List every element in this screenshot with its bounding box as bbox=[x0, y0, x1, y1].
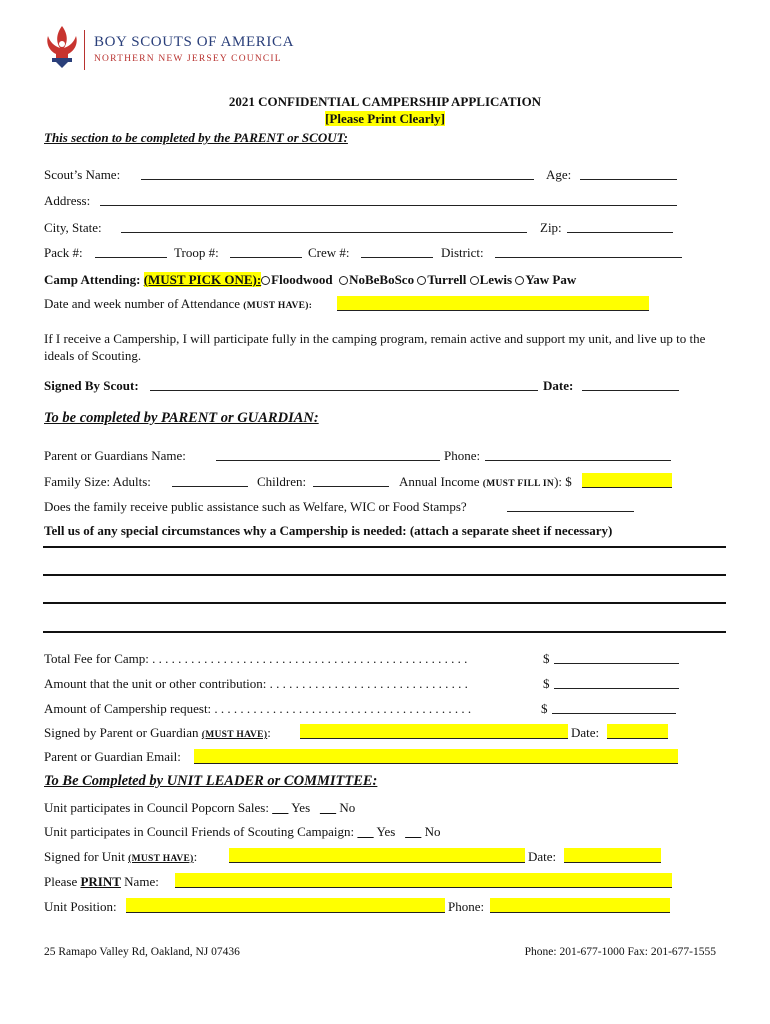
radio-icon bbox=[515, 276, 524, 285]
circumstances-line-3[interactable] bbox=[43, 602, 726, 604]
parent-phone-field[interactable] bbox=[485, 460, 671, 461]
unit-contribution-field[interactable] bbox=[554, 688, 679, 689]
unit-phone-label: Phone: bbox=[448, 899, 485, 914]
age-label: Age: bbox=[546, 167, 572, 182]
parent-name-field[interactable] bbox=[216, 460, 440, 461]
campership-request-label: Amount of Campership request: . . . . . . . . . . . . . . . . . . . . . . . . . . . . . . . . . . . . . . . . bbox=[44, 701, 472, 716]
attendance-date-field[interactable] bbox=[337, 296, 649, 311]
zip-label: Zip: bbox=[540, 220, 562, 235]
camp-option-lewis[interactable]: Lewis bbox=[470, 272, 513, 287]
children-field[interactable] bbox=[313, 486, 389, 487]
scout-name-field[interactable] bbox=[141, 179, 534, 180]
campership-request-dollar: $ bbox=[541, 701, 548, 716]
footer-phone: Phone: 201-677-1000 Fax: 201-677-1555 bbox=[524, 946, 716, 958]
logo-council-name: NORTHERN NEW JERSEY COUNCIL bbox=[94, 54, 282, 64]
popcorn-label: Unit participates in Council Popcorn Sales: bbox=[44, 800, 269, 815]
attendance-date-label: Date and week number of Attendance bbox=[44, 296, 241, 311]
district-label: District: bbox=[441, 245, 484, 260]
signed-unit-must: (MUST HAVE) bbox=[128, 854, 194, 864]
radio-icon bbox=[470, 276, 479, 285]
unit-contribution-label: Amount that the unit or other contribution: . . . . . . . . . . . . . . . . . . . . . . . . . . . . . . . bbox=[44, 676, 468, 691]
camp-option-nobebosco[interactable]: NoBeBoSco bbox=[339, 272, 414, 287]
subtitle: [Please Print Clearly] bbox=[325, 111, 445, 126]
crew-label: Crew #: bbox=[308, 245, 350, 260]
district-field[interactable] bbox=[495, 257, 682, 258]
circumstances-line-1[interactable] bbox=[43, 546, 726, 548]
total-fee-label: Total Fee for Camp: . . . . . . . . . . . . . . . . . . . . . . . . . . . . . . . . . . . . . . . . . . . . . . . . . bbox=[44, 651, 468, 666]
troop-field[interactable] bbox=[230, 257, 302, 258]
attendance-must-have: (MUST HAVE): bbox=[243, 301, 313, 311]
circumstances-line-2[interactable] bbox=[43, 574, 726, 576]
income-field[interactable] bbox=[582, 473, 672, 488]
camp-attending-row bbox=[44, 272, 576, 287]
pack-field[interactable] bbox=[95, 257, 167, 258]
income-must-fill: (MUST FILL IN bbox=[482, 479, 555, 489]
fleur-de-lis-icon bbox=[44, 24, 80, 70]
radio-icon bbox=[417, 276, 426, 285]
signed-parent-date-field[interactable] bbox=[607, 724, 668, 739]
signed-scout-label: Signed By Scout: bbox=[44, 378, 139, 393]
fos-label: Unit participates in Council Friends of Scouting Campaign: bbox=[44, 824, 355, 839]
unit-position-label: Unit Position: bbox=[44, 899, 117, 914]
adults-field[interactable] bbox=[172, 486, 248, 487]
pack-label: Pack #: bbox=[44, 245, 83, 260]
zip-field[interactable] bbox=[567, 232, 673, 233]
income-row bbox=[399, 474, 572, 492]
address-field[interactable] bbox=[100, 205, 677, 206]
radio-icon bbox=[261, 276, 270, 285]
popcorn-row: Unit participates in Council Popcorn Sales: Yes No bbox=[44, 800, 356, 815]
print-name-field[interactable] bbox=[175, 873, 672, 888]
crew-field[interactable] bbox=[361, 257, 433, 258]
signed-parent-label: Signed by Parent or Guardian bbox=[44, 725, 199, 740]
camp-must-pick: (MUST PICK ONE): bbox=[143, 272, 262, 287]
camp-option-turrell[interactable]: Turrell bbox=[417, 272, 466, 287]
signed-parent-row: Signed by Parent or Guardian (MUST HAVE): bbox=[44, 725, 271, 740]
attendance-date-row bbox=[44, 296, 312, 314]
troop-label: Troop #: bbox=[174, 245, 219, 260]
print-name-row: Please PRINT Name: bbox=[44, 874, 159, 889]
children-label: Children: bbox=[257, 474, 307, 489]
signed-parent-date-label: Date: bbox=[571, 725, 600, 740]
signed-parent-field[interactable] bbox=[300, 724, 568, 739]
fos-yes-blank[interactable] bbox=[357, 824, 373, 839]
circumstances-prompt: Tell us of any special circumstances why a Campership is needed: (attach a separate sheet if necessary) bbox=[44, 523, 613, 538]
signed-unit-field[interactable] bbox=[229, 848, 525, 863]
pledge-text: If I receive a Campership, I will participate fully in the camping program, remain active and support my unit, and live up to the ideals of Scouting. bbox=[44, 331, 706, 363]
logo-org-name: BOY SCOUTS OF AMERICA bbox=[94, 34, 294, 50]
radio-icon bbox=[339, 276, 348, 285]
signed-unit-label: Signed for Unit bbox=[44, 849, 125, 864]
income-tail: ): $ bbox=[554, 474, 572, 489]
section-parent-guardian: To be completed by PARENT or GUARDIAN: bbox=[44, 410, 319, 426]
signed-unit-date-field[interactable] bbox=[564, 848, 661, 863]
page-title: 2021 CONFIDENTIAL CAMPERSHIP APPLICATION bbox=[228, 94, 542, 109]
family-size-label: Family Size: Adults: bbox=[44, 474, 151, 489]
footer-address: 25 Ramapo Valley Rd, Oakland, NJ 07436 bbox=[44, 946, 240, 958]
city-state-label: City, State: bbox=[44, 220, 102, 235]
popcorn-yes-blank[interactable] bbox=[272, 800, 288, 815]
section-unit-leader: To Be Completed by UNIT LEADER or COMMITTEE: bbox=[44, 773, 378, 789]
parent-name-label: Parent or Guardians Name: bbox=[44, 448, 186, 463]
signed-parent-must: (MUST HAVE) bbox=[201, 730, 268, 740]
signed-unit-row: Signed for Unit (MUST HAVE): bbox=[44, 849, 198, 864]
signed-scout-date-label: Date: bbox=[543, 378, 574, 393]
address-label: Address: bbox=[44, 193, 91, 208]
parent-email-label: Parent or Guardian Email: bbox=[44, 749, 181, 764]
signed-scout-date-field[interactable] bbox=[582, 390, 679, 391]
income-label: Annual Income bbox=[399, 474, 480, 489]
fos-row: Unit participates in Council Friends of Scouting Campaign: Yes No bbox=[44, 824, 441, 839]
signed-scout-field[interactable] bbox=[150, 390, 538, 391]
total-fee-dollar: $ bbox=[543, 651, 550, 666]
circumstances-line-4[interactable] bbox=[43, 631, 726, 633]
age-field[interactable] bbox=[580, 179, 677, 180]
camp-attending-label: Camp Attending: bbox=[44, 272, 141, 287]
assistance-field[interactable] bbox=[507, 511, 634, 512]
city-state-field[interactable] bbox=[121, 232, 527, 233]
bsa-logo bbox=[44, 24, 314, 74]
unit-position-field[interactable] bbox=[126, 898, 445, 913]
print-emphasis: PRINT bbox=[80, 874, 121, 889]
camp-option-yaw-paw[interactable]: Yaw Paw bbox=[515, 272, 576, 287]
camp-option-floodwood[interactable]: Floodwood bbox=[261, 272, 332, 287]
popcorn-no-blank[interactable] bbox=[320, 800, 336, 815]
subtitle-wrap bbox=[0, 111, 770, 126]
fos-no-blank[interactable] bbox=[405, 824, 421, 839]
section-parent-scout: This section to be completed by the PARENT or SCOUT: bbox=[44, 130, 348, 145]
scout-name-label: Scout’s Name: bbox=[44, 167, 121, 182]
unit-contribution-dollar: $ bbox=[543, 676, 550, 691]
assistance-question: Does the family receive public assistance such as Welfare, WIC or Food Stamps? bbox=[44, 499, 467, 514]
total-fee-field[interactable] bbox=[554, 663, 679, 664]
unit-phone-field[interactable] bbox=[490, 898, 670, 913]
parent-phone-label: Phone: bbox=[444, 448, 481, 463]
campership-request-field[interactable] bbox=[552, 713, 676, 714]
parent-email-field[interactable] bbox=[194, 749, 678, 764]
signed-unit-date-label: Date: bbox=[528, 849, 557, 864]
